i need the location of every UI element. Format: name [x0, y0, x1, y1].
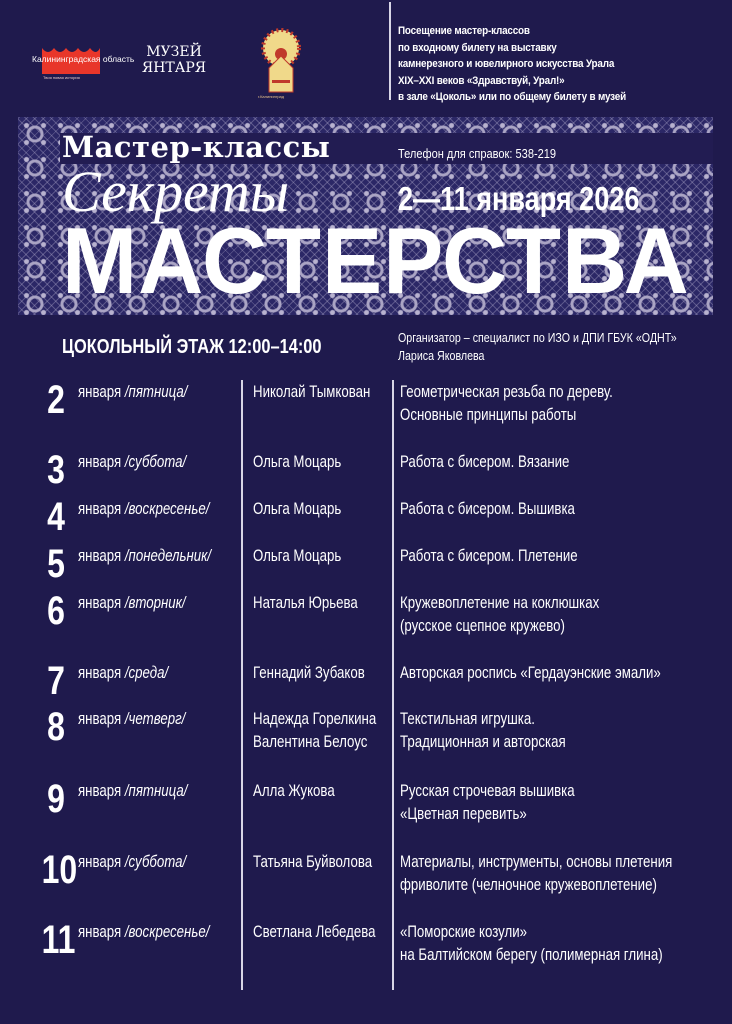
month: января: [78, 452, 122, 471]
topic-line: на Балтийском берегу (полимерная глина): [400, 945, 663, 964]
weekday: /вторник/: [124, 593, 186, 612]
month: января: [78, 709, 122, 728]
host: [253, 920, 376, 943]
floor-time: ЦОКОЛЬНЫЙ ЭТАЖ 12:00–14:00: [62, 336, 322, 358]
host: [253, 850, 372, 873]
day-label: [78, 497, 209, 520]
region-logo-tagline: Твоя новая история: [43, 75, 80, 80]
region-logo: [32, 48, 135, 80]
topic-line: Работа с бисером. Вышивка: [400, 499, 575, 518]
organizer-line: Организатор – специалист по ИЗО и ДПИ ГБУК «ОДНТ»: [398, 330, 677, 345]
month: января: [78, 663, 122, 682]
topic-line: (русское сцепное кружево): [400, 616, 565, 635]
topic-line: Работа с бисером. Плетение: [400, 546, 578, 565]
host: [253, 661, 365, 684]
title-mastery: МАСТЕРСТВА: [62, 208, 690, 313]
month: января: [78, 922, 122, 941]
day-number: 7: [47, 659, 65, 703]
day-label: [78, 544, 211, 567]
host: [253, 450, 341, 473]
topic: [400, 450, 569, 473]
month: января: [78, 499, 122, 518]
day-label: [78, 591, 186, 614]
day-number: 5: [47, 542, 65, 586]
weekday: /четверг/: [124, 709, 186, 728]
topic-line: фриволите (челночное кружевоплетение): [400, 875, 657, 894]
month: января: [78, 593, 122, 612]
museum-logo-line1: МУЗЕЙ: [146, 44, 202, 60]
day-number: 6: [47, 589, 65, 633]
topic-line: Материалы, инструменты, основы плетения: [400, 852, 673, 871]
visit-info-line: Посещение мастер-классов: [398, 25, 530, 37]
topic: [400, 544, 578, 567]
weekday: /воскресенье/: [124, 922, 210, 941]
month: января: [78, 546, 122, 565]
day-number: 10: [41, 848, 78, 892]
weekday: /среда/: [124, 663, 169, 682]
topic-line: Авторская роспись «Гердауэнские эмали»: [400, 663, 661, 682]
host: [253, 544, 341, 567]
host: [253, 591, 358, 614]
topic: [400, 661, 661, 684]
host-name: Наталья Юрьева: [253, 593, 358, 612]
topic-line: Основные принципы работы: [400, 405, 577, 424]
day-label: [78, 779, 187, 802]
host-name: Надежда Горелкина: [253, 709, 377, 728]
topic-line: Геометрическая резьба по дереву.: [400, 382, 613, 401]
day-number: 9: [47, 777, 65, 821]
weekday: /суббота/: [124, 452, 187, 471]
host-name: Николай Тымкован: [253, 382, 371, 401]
header-divider: [389, 2, 391, 100]
topic: [400, 380, 613, 426]
visit-info-line: в зале «Цоколь» или по общему билету в музей: [398, 91, 626, 103]
month: января: [78, 852, 122, 871]
host-name: Татьяна Буйволова: [253, 852, 373, 871]
topic-line: Кружевоплетение на коклюшках: [400, 593, 600, 612]
host-name: Ольга Моцарь: [253, 452, 342, 471]
host-name: Ольга Моцарь: [253, 546, 342, 565]
weekday: /пятница/: [124, 781, 188, 800]
day-label: [78, 707, 185, 730]
museum-logo: [138, 44, 210, 76]
title-secrets: Секреты: [62, 159, 290, 224]
host: [253, 497, 341, 520]
odnt-logo: [252, 26, 310, 102]
topic-line: Работа с бисером. Вязание: [400, 452, 570, 471]
host-name: Алла Жукова: [253, 781, 335, 800]
region-logo-text: Калининградская область: [32, 54, 135, 64]
topic: [400, 707, 566, 753]
museum-logo-line2: ЯНТАРЯ: [141, 60, 207, 76]
day-label: [78, 920, 209, 943]
day-number: 3: [47, 448, 65, 492]
day-label: [78, 380, 187, 403]
odnt-logo-city: г.Калининград: [258, 94, 285, 99]
topic: [400, 591, 599, 637]
event-dates: 2—11 января 2026: [398, 180, 640, 217]
organizer: [398, 329, 677, 365]
weekday: /понедельник/: [124, 546, 212, 565]
topic-line: Русская строчевая вышивка: [400, 781, 575, 800]
topic-line: Текстильная игрушка.: [400, 709, 535, 728]
topic-line: «Цветная перевить»: [400, 804, 527, 823]
visit-info-line: XIX–XXI веков «Здравствуй, Урал!»: [398, 74, 565, 87]
column-divider: [392, 380, 394, 990]
day-number: 2: [47, 378, 65, 422]
host-name: Светлана Лебедева: [253, 922, 376, 941]
month: января: [78, 781, 122, 800]
sun-house-icon: [252, 26, 310, 102]
host: [253, 707, 376, 753]
topic-line: «Поморские козули»: [400, 922, 528, 941]
title-master-classes: Мастер-классы: [62, 130, 331, 164]
month: января: [78, 382, 122, 401]
host-name: Геннадий Зубаков: [253, 663, 365, 682]
day-label: [78, 450, 186, 473]
weekday: /суббота/: [124, 852, 187, 871]
weekday: /воскресенье/: [124, 499, 210, 518]
host: [253, 779, 335, 802]
column-divider: [241, 380, 243, 990]
phone-info: Телефон для справок: 538-219: [398, 146, 557, 161]
day-number: 4: [47, 495, 65, 539]
day-number: 8: [47, 705, 65, 749]
topic: [400, 497, 575, 520]
organizer-name: Лариса Яковлева: [398, 348, 485, 363]
topic: [400, 920, 663, 966]
host: [253, 380, 370, 403]
topic: [400, 779, 575, 825]
visit-info-line: по входному билету на выставку: [398, 41, 557, 54]
host-name: Ольга Моцарь: [253, 499, 342, 518]
day-number: 11: [41, 918, 76, 962]
topic-line: Традиционная и авторская: [400, 732, 566, 751]
day-label: [78, 850, 186, 873]
host-name: Валентина Белоус: [253, 732, 368, 751]
visit-info-line: камнерезного и ювелирного искусства Урала: [398, 58, 615, 70]
day-label: [78, 661, 168, 684]
visit-info: [398, 23, 626, 106]
weekday: /пятница/: [124, 382, 188, 401]
topic: [400, 850, 672, 896]
